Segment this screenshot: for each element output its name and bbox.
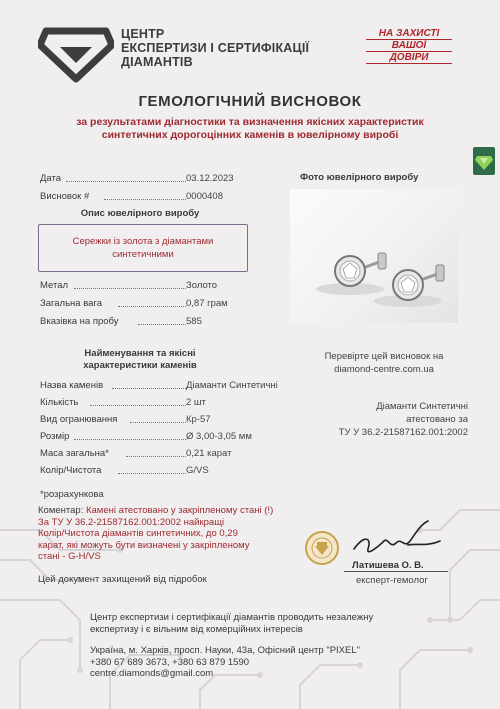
dotted-leader	[118, 473, 186, 474]
seal-icon	[304, 530, 340, 566]
date-value: 03.12.2023	[186, 173, 234, 184]
dotted-leader	[104, 199, 186, 200]
attestation-note: Діаманти Синтетичні атестовано за ТУ У 36.2-21587162.001:2002	[338, 401, 468, 438]
email-link[interactable]: centre.diamonds@gmail.com	[90, 668, 214, 679]
product-description-box: Сережки із золота з діамантами синтетичними	[38, 224, 248, 272]
hologram-sticker-icon	[472, 146, 496, 176]
dotted-leader	[112, 388, 186, 389]
document-title: ГЕМОЛОГІЧНИЙ ВИСНОВОК	[138, 93, 362, 110]
dotted-leader	[74, 439, 186, 440]
slogan: НА ЗАХИСТІ ВАШОЇ ДОВІРИ	[366, 28, 452, 64]
independence-statement: Центр експертизи і сертифікації діамантів проводить незалежну експертизу і є вільним від комерційних інтересів	[90, 612, 374, 635]
date-row	[40, 173, 260, 185]
earrings-image	[290, 189, 458, 323]
signature-line	[344, 571, 448, 572]
document-subtitle: за результатами діагностики та визначення якісних характеристик синтетичних дорогоцінних каменів в ювелірному виробі	[76, 116, 424, 141]
verify-website-link[interactable]: diamond-centre.com.ua	[334, 364, 434, 375]
probe-row	[40, 316, 260, 328]
stone-row: Колір/Чистота G/VS	[40, 465, 209, 476]
date-label: Дата	[40, 173, 62, 184]
metal-row	[40, 280, 260, 292]
stone-row: Розмір Ø 3,00-3,05 мм	[40, 431, 252, 442]
stone-row: Кількість 2 шт	[40, 397, 206, 408]
product-photo	[290, 189, 458, 323]
weight-footnote: *розрахункова	[40, 489, 104, 500]
weight-value: 0,87 грам	[186, 298, 228, 309]
dotted-leader	[118, 306, 186, 307]
weight-label: Загальна вага	[40, 298, 102, 309]
dotted-leader	[66, 181, 186, 182]
stone-row: Назва каменів Діаманти Синтетичні	[40, 380, 278, 391]
dotted-leader	[130, 422, 186, 423]
dotted-leader	[138, 324, 186, 325]
comment-block: Коментар: Камені атестовано у закріпленому стані (!) За ТУ У 36.2-21587162.001:2002 найкращі Колір/Чистота діамантів синтетичних, до 0,29 карат, які можуть бути визначені у закріпленому стані - G-H/VS	[38, 505, 274, 562]
protection-note: Цей документ захищений від підробок	[38, 574, 207, 585]
phone-numbers: +380 67 689 3673, +380 63 879 1590	[90, 656, 250, 668]
dotted-leader	[90, 405, 186, 406]
weight-row	[40, 298, 260, 310]
signer-role: експерт-гемолог	[356, 575, 428, 586]
verify-note: Перевірте цей висновок на diamond-centre.com.ua	[300, 350, 468, 376]
probe-label: Вказівка на пробу	[40, 316, 119, 327]
stone-row: Маса загальна* 0,21 карат	[40, 448, 232, 459]
dotted-leader	[126, 456, 186, 457]
product-description-heading: Опис ювелірного виробу	[80, 208, 200, 219]
conclusion-number-row	[40, 191, 260, 203]
signer-name: Латишева О. В.	[352, 560, 424, 571]
probe-value: 585	[186, 316, 202, 327]
stone-row: Вид огранювання Кр-57	[40, 414, 211, 425]
organization-name: ЦЕНТР ЕКСПЕРТИЗИ І СЕРТИФІКАЦІЇ ДІАМАНТІВ	[121, 27, 310, 69]
metal-label: Метал	[40, 280, 69, 291]
diamond-logo	[38, 25, 114, 83]
conclusion-value: 0000408	[186, 191, 223, 202]
stones-heading: Найменування та якісні характеристики каменів	[83, 348, 197, 371]
dotted-leader	[74, 288, 186, 289]
photo-heading: Фото ювелірного виробу	[300, 172, 419, 183]
conclusion-label: Висновок #	[40, 191, 90, 202]
metal-value: Золото	[186, 280, 218, 291]
contact-address: Україна, м. Харків, просп. Науки, 43а, Офісний центр "PIXEL" +380 67 689 3673, +380 63 879 1590 centre.diamonds@gmail.com	[90, 645, 410, 680]
